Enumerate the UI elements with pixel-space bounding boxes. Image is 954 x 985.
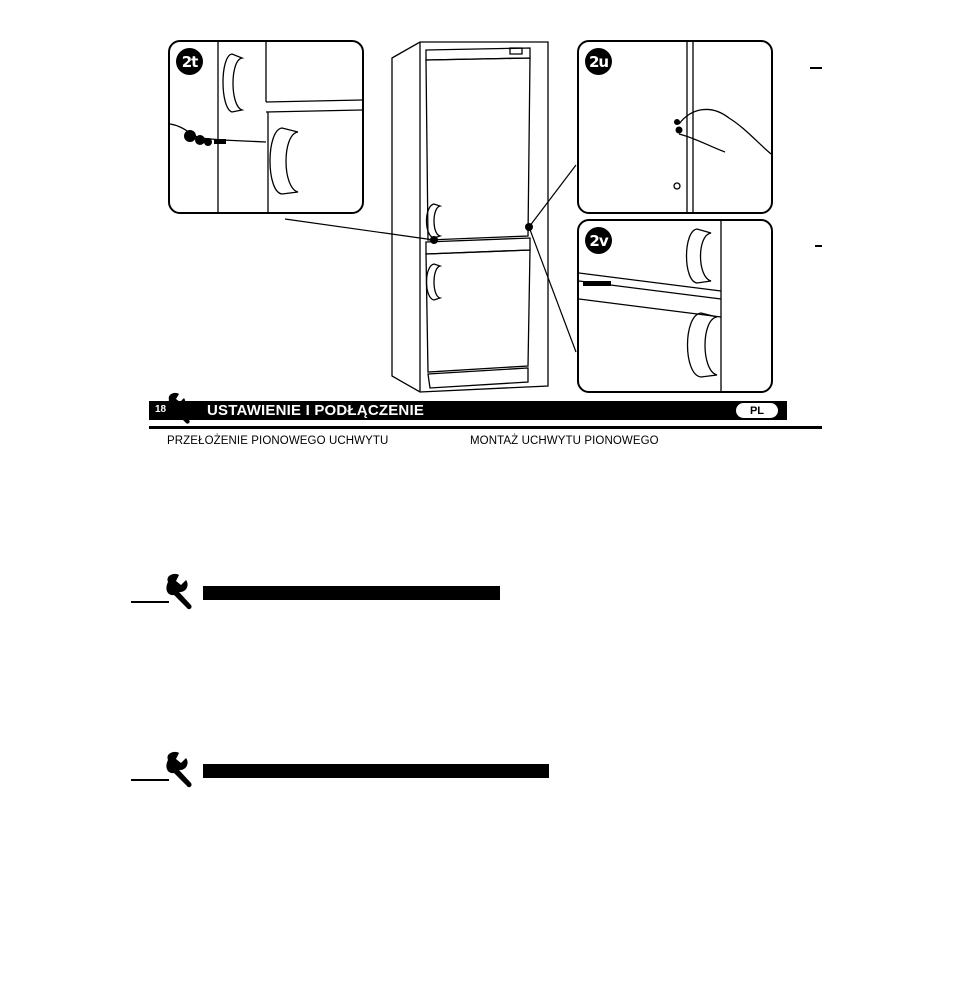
wrench-icon [165,392,201,424]
header-rule [149,426,822,429]
figure-panel-2t [168,40,364,214]
section-heading-bar-1 [203,586,500,600]
figure-label-2t: 2t [176,48,203,75]
figure-label-2u: 2u [585,48,612,75]
wrench-icon [163,573,203,611]
cap-insertion-illustration [579,42,771,212]
connector-lines [0,0,954,400]
margin-dash [815,245,822,247]
figure-panel-2v [577,219,773,393]
handle-mounting-illustration [579,221,771,391]
subheading-reversing-handle: PRZEŁOŻENIE PIONOWEGO UCHWYTU [167,435,389,447]
margin-dash [810,67,822,69]
page-number: 18 [155,404,167,415]
figure-label-2v: 2v [585,227,612,254]
section-heading-bar-2 [203,764,549,778]
wrench-icon [163,751,203,789]
subheading-mounting-handle: MONTAŻ UCHWYTU PIONOWEGO [470,435,659,447]
handle-removal-illustration [170,42,362,212]
language-badge: PL [736,403,778,418]
figure-panel-2u [577,40,773,214]
page-section-title: USTAWIENIE I PODŁĄCZENIE [207,402,425,419]
